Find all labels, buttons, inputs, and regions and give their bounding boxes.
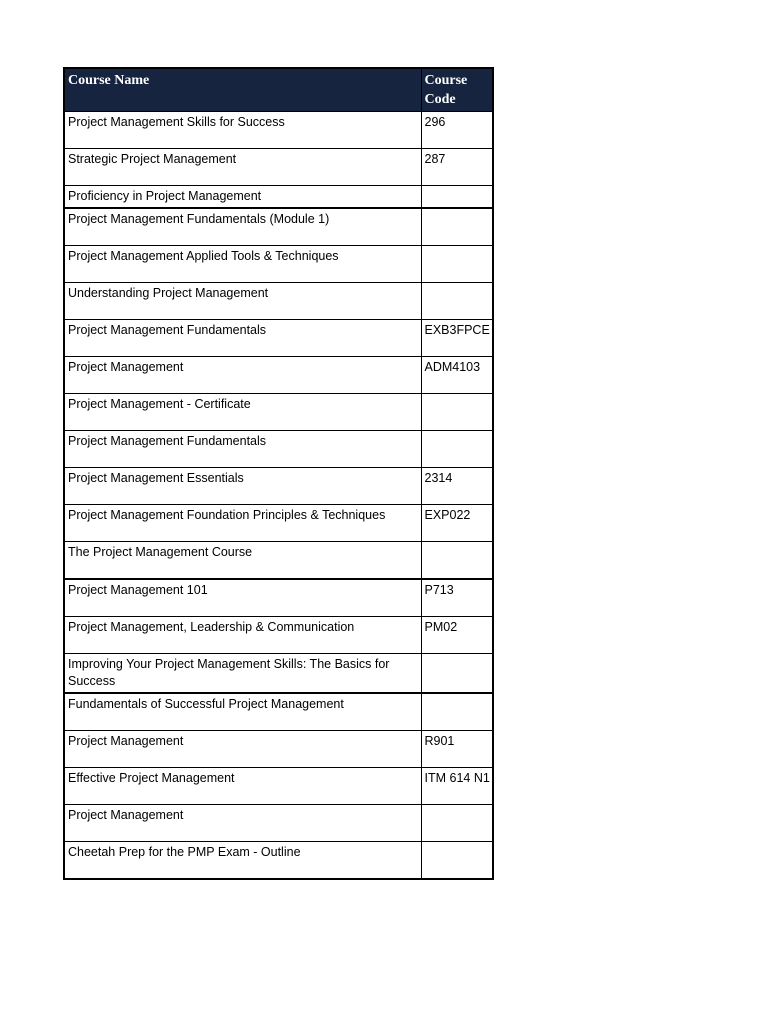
course-name-cell: Project Management, Leadership & Communication: [64, 617, 421, 654]
course-code-cell: [421, 246, 493, 283]
course-code-cell: [421, 186, 493, 209]
table-body: [64, 112, 493, 880]
table-row: [64, 805, 493, 842]
table-row: [64, 394, 493, 431]
course-name-cell: Proficiency in Project Management: [64, 186, 421, 209]
course-name-cell: Project Management Essentials: [64, 468, 421, 505]
course-code-cell: ITM 614 N1: [421, 768, 493, 805]
table-row: [64, 693, 493, 731]
course-name-cell: Strategic Project Management: [64, 149, 421, 186]
course-name-cell: Project Management Fundamentals (Module 1): [64, 208, 421, 246]
table-row: [64, 283, 493, 320]
course-name-cell: Project Management: [64, 357, 421, 394]
course-code-cell: ADM4103: [421, 357, 493, 394]
course-code-cell: [421, 431, 493, 468]
course-code-cell: [421, 693, 493, 731]
course-name-cell: Project Management Fundamentals: [64, 431, 421, 468]
table-row: [64, 842, 493, 880]
course-name-cell: Project Management: [64, 731, 421, 768]
course-code-cell: R901: [421, 731, 493, 768]
course-name-cell: Effective Project Management: [64, 768, 421, 805]
table-row: [64, 505, 493, 542]
table-row: [64, 468, 493, 505]
course-code-cell: EXP022: [421, 505, 493, 542]
course-code-cell: [421, 654, 493, 694]
course-code-cell: [421, 283, 493, 320]
table-row: [64, 617, 493, 654]
course-name-cell: Project Management Skills for Success: [64, 112, 421, 149]
course-table: [63, 67, 494, 880]
table-row: [64, 246, 493, 283]
table-row: [64, 357, 493, 394]
table-row: [64, 579, 493, 617]
course-name-cell: Project Management: [64, 805, 421, 842]
course-name-cell: Project Management Fundamentals: [64, 320, 421, 357]
table-row: [64, 208, 493, 246]
course-name-cell: The Project Management Course: [64, 542, 421, 580]
course-code-cell: [421, 208, 493, 246]
table-row: [64, 768, 493, 805]
table-row: [64, 654, 493, 694]
course-name-cell: Project Management Applied Tools & Techniques: [64, 246, 421, 283]
course-name-cell: Cheetah Prep for the PMP Exam - Outline: [64, 842, 421, 880]
course-name-cell: Project Management - Certificate: [64, 394, 421, 431]
table-row: [64, 731, 493, 768]
course-code-cell: 296: [421, 112, 493, 149]
course-name-cell: Project Management 101: [64, 579, 421, 617]
table-row: [64, 149, 493, 186]
header-row: [64, 68, 493, 112]
course-code-cell: [421, 394, 493, 431]
course-code-header: Course Code: [421, 68, 493, 112]
course-code-cell: [421, 842, 493, 880]
course-name-cell: Understanding Project Management: [64, 283, 421, 320]
course-name-cell: Improving Your Project Management Skills: The Basics for Success: [64, 654, 421, 694]
course-code-cell: [421, 805, 493, 842]
table-row: [64, 431, 493, 468]
course-name-cell: Project Management Foundation Principles & Techniques: [64, 505, 421, 542]
course-name-header: Course Name: [64, 68, 421, 112]
table-row: [64, 542, 493, 580]
course-code-cell: EXB3FPCE: [421, 320, 493, 357]
table-row: [64, 112, 493, 149]
course-code-cell: PM02: [421, 617, 493, 654]
table-header: [64, 68, 493, 112]
course-code-cell: P713: [421, 579, 493, 617]
course-code-cell: 2314: [421, 468, 493, 505]
course-code-cell: [421, 542, 493, 580]
course-code-cell: 287: [421, 149, 493, 186]
course-name-cell: Fundamentals of Successful Project Management: [64, 693, 421, 731]
table-row: [64, 186, 493, 209]
table-row: [64, 320, 493, 357]
